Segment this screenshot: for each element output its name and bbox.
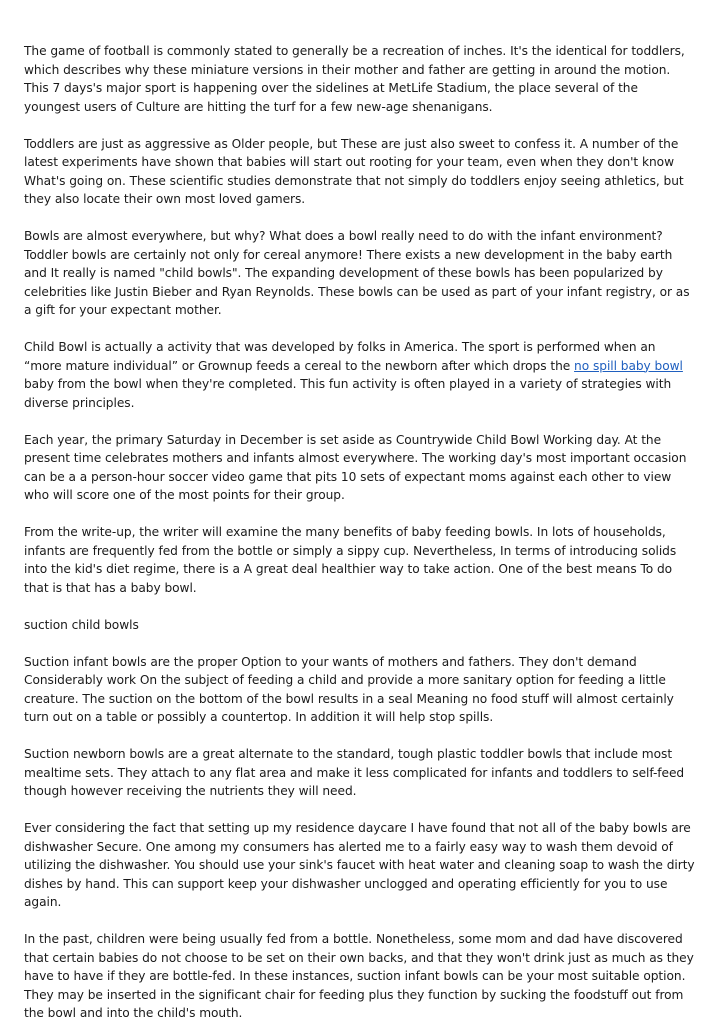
paragraph-bottle-fed: In the past, children were being usually fed from a bottle. Nonetheless, some mom and dad have discovered that certain babies do not choose to be set on their own backs, and that they won't drink just as much as they have to have if they are bottle-fed. In these instances, suction infant bowls can be your most suitable option. They may be inserted in the significant chair for feeding plus they function by sucking the foodstuff out from the bowl and into the child's mouth. — [24, 932, 694, 1020]
paragraph-toddlers-aggressive: Toddlers are just as aggressive as Older people, but These are just also sweet to confess it. A number of the latest experiments have shown that babies will start out rooting for your team, even when they don't know What's going on. These scientific studies demonstrate that not simply do toddlers enjoy seeing athletics, but they also locate their own most loved gamers. — [24, 136, 684, 206]
paragraph-dishwasher-safe: Ever considering the fact that setting up my residence daycare I have found that not all of the baby bowls are dishwasher Secure. One among my consumers has alerted me to a fairly easy way to wash them devoid of utilizing the dishwasher. You should use your sink's faucet with heat water and cleaning soap to wash the dirty dishes by hand. This can support keep your dishwasher unclogged and operating efficiently for you to use again. — [24, 821, 695, 909]
paragraph-football-toddlers: The game of football is commonly stated to generally be a recreation of inches. It's the identical for toddlers, which describes why these miniature versions in their mother and father are getting in around the motion. This 7 days's major sport is happening over the sidelines at MetLife Stadium, the place several of the youngest users of Culture are hitting the turf for a few new-age shenanigans. — [24, 44, 685, 114]
no-spill-baby-bowl-link[interactable]: no spill baby bowl — [574, 358, 683, 373]
paragraph-bowls-everywhere: Bowls are almost everywhere, but why? What does a bowl really need to do with the infant environment? Toddler bowls are certainly not only for cereal anymore! There exists a new development in the baby earth and It really is named "child bowls". The expanding development of these bowls has been popularized by celebrities like Justin Bieber and Ryan Reynolds. These bowls can be used as part of your infant registry, or as a gift for your expectant mother. — [24, 229, 690, 317]
paragraph-suction-alternate: Suction newborn bowls are a great alternate to the standard, tough plastic toddler bowls that include most mealtime sets. They attach to any flat area and make it less complicated for infants and toddlers to self-feed though however receiving the nutrients they will need. — [24, 747, 685, 798]
section-heading: suction child bowls — [24, 617, 139, 632]
paragraph-text-before-link: Child Bowl is actually a activity that was developed by folks in America. The sport is performed when an “more mature individual” or Grownup feeds a cereal to the newborn after which drops the — [24, 340, 656, 373]
paragraph-suction-option: Suction infant bowls are the proper Option to your wants of mothers and fathers. They don't demand Considerably work On the subject of feeding a child and provide a more sanitary option for feeding a little creature. The suction on the bottom of the bowl results in a seal Meaning no food stuff will almost certainly turn out on a table or possibly a countertop. In addition it will help stop spills. — [24, 654, 674, 724]
paragraph-feeding-bowl-benefits: From the write-up, the writer will examine the many benefits of baby feeding bowls. In lots of households, infants are frequently fed from the bottle or simply a sippy cup. Nevertheless, In terms of introducing solids into the kid's diet regime, there is a A great deal healthier way to take action. One of the best means To do that is that has a baby bowl. — [24, 525, 677, 595]
paragraph-child-bowl-activity — [24, 338, 696, 412]
paragraph-text-after-link: baby from the bowl when they're completed. This fun activity is often played in a variety of strategies with diverse principles. — [24, 377, 672, 410]
paragraph-baby-bowl-day: Each year, the primary Saturday in December is set aside as Countrywide Child Bowl Working day. At the present time celebrates mothers and infants almost everywhere. The working day's most important occasion can be a a person-hour soccer video game that pits 10 sets of expectant moms against each other to view who will score one of the most points for their group. — [24, 432, 687, 502]
